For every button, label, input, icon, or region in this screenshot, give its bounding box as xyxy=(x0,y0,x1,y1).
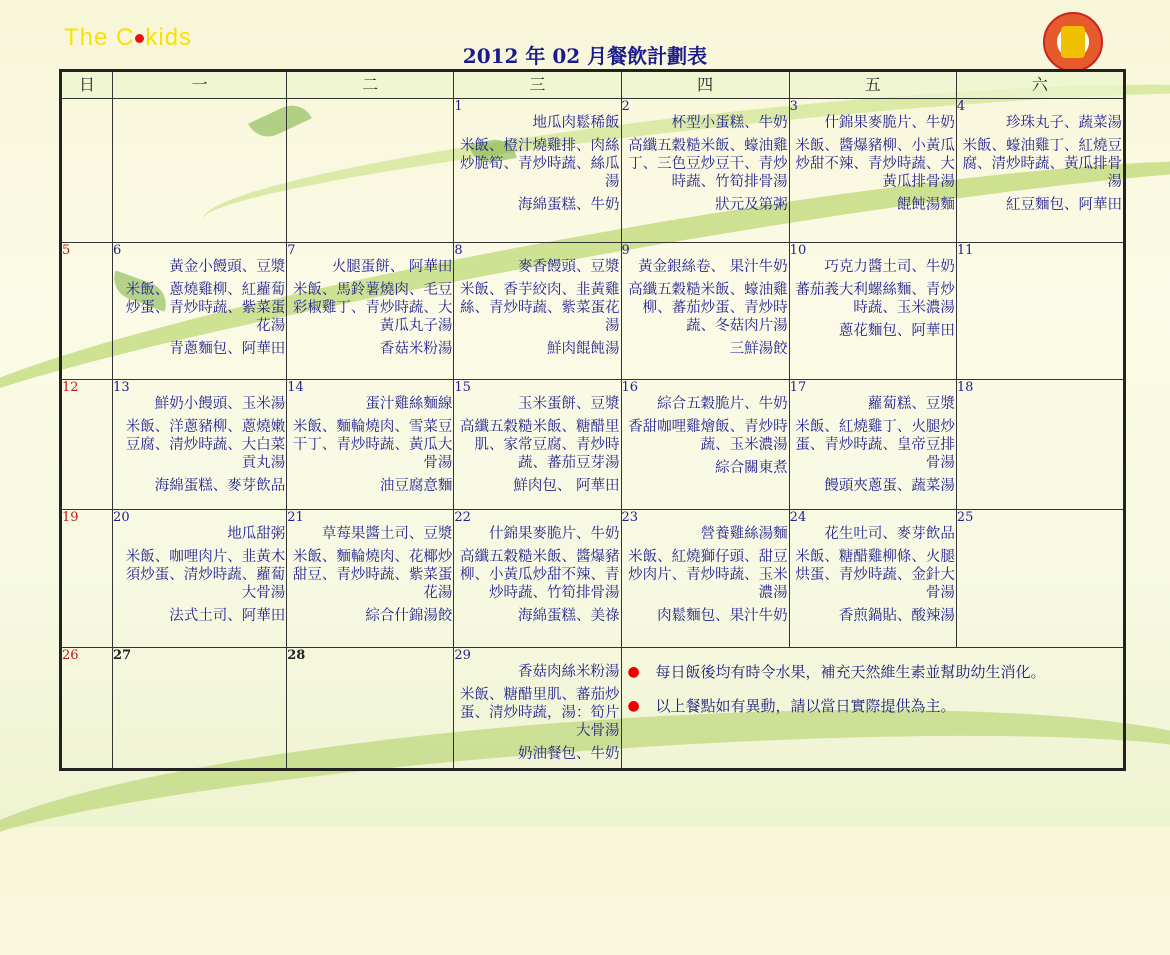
meal-item: 米飯、香芋絞肉、韭黃雞絲、青炒時蔬、紫菜蛋花湯 xyxy=(460,282,620,334)
meal-item: 高纖五穀糙米飯、醬爆豬柳、小黃瓜炒甜不辣、青炒時蔬、竹筍排骨湯 xyxy=(460,549,620,601)
meal-item: 鮮肉餛飩湯 xyxy=(547,341,620,357)
day-number: 5 xyxy=(62,243,71,258)
meal-item: 綜合什錦湯餃 xyxy=(365,608,453,624)
day-cell xyxy=(61,99,113,243)
day-number: 15 xyxy=(454,380,471,395)
day-cell xyxy=(956,510,1124,648)
day-number: 24 xyxy=(789,510,807,525)
day-cell xyxy=(454,380,621,510)
day-cell xyxy=(956,243,1124,380)
day-cell xyxy=(287,510,454,648)
meal-item: 蛋汁雞絲麵線 xyxy=(365,396,453,412)
day-cell xyxy=(61,380,113,510)
meal-item: 青蔥麵包、阿華田 xyxy=(169,341,286,357)
meal-item: 海綿蛋糕、牛奶 xyxy=(518,197,620,213)
day-number: 25 xyxy=(956,510,974,525)
meal-item: 米飯、醬爆豬柳、小黃瓜炒甜不辣、青炒時蔬、大黃瓜排骨湯 xyxy=(795,138,955,190)
day-cell xyxy=(789,99,956,243)
meal-item: 高纖五穀糙米飯、糖醋里肌、家常豆腐、青炒時蔬、蕃茄豆芽湯 xyxy=(460,419,620,471)
meal-item: 米飯、糖醋里肌、蕃茄炒蛋、清炒時蔬，湯：筍片大骨湯 xyxy=(460,687,620,739)
note-item xyxy=(628,696,1115,716)
day-number: 9 xyxy=(621,243,630,258)
meal-item: 黃金銀絲卷、 果汁牛奶 xyxy=(638,259,788,275)
day-cell xyxy=(956,380,1124,510)
meal-item: 米飯、咖哩肉片、韭黃木須炒蛋、清炒時蔬、蘿蔔大骨湯 xyxy=(125,549,286,601)
meal-item: 法式土司、阿華田 xyxy=(169,608,286,624)
notes-cell xyxy=(621,648,1124,770)
day-number: 12 xyxy=(62,380,79,395)
brand-logo: The C kids xyxy=(64,24,193,51)
week-row xyxy=(61,99,1125,243)
meal-calendar-table xyxy=(59,69,1126,771)
weekday-header-row xyxy=(61,71,1125,99)
day-number: 29 xyxy=(454,648,471,663)
day-cell xyxy=(61,648,113,770)
note-item xyxy=(628,662,1115,682)
meal-item: 奶油餐包、牛奶 xyxy=(518,746,620,762)
weekday-header: 四 xyxy=(621,71,789,99)
weekday-header: 日 xyxy=(61,71,113,99)
meal-item: 香菇米粉湯 xyxy=(379,341,453,357)
meal-item: 綜合關東煮 xyxy=(715,460,788,476)
meal-item: 米飯、紅燒獅仔頭、甜豆炒肉片、青炒時蔬、玉米濃湯 xyxy=(628,549,788,601)
meal-item: 地瓜肉鬆稀飯 xyxy=(532,115,620,131)
meal-item: 三鮮湯餃 xyxy=(729,341,788,357)
day-number: 17 xyxy=(789,380,807,395)
meal-item: 麥香饅頭、豆漿 xyxy=(518,259,620,275)
day-cell xyxy=(789,243,956,380)
day-cell xyxy=(287,243,454,380)
meal-item: 高纖五穀糙米飯、蠔油雞丁、三色豆炒豆干、青炒時蔬、竹筍排骨湯 xyxy=(628,138,788,190)
meal-item: 什錦果麥脆片、牛奶 xyxy=(824,115,955,131)
day-number: 18 xyxy=(956,380,974,395)
meal-item: 海綿蛋糕、麥芽飲品 xyxy=(154,478,286,494)
week-row xyxy=(61,380,1125,510)
meal-item: 米飯、紅燒雞丁、火腿炒蛋、青炒時蔬、皇帝豆排骨湯 xyxy=(795,419,955,471)
day-number: 16 xyxy=(621,380,639,395)
bullet-icon: ● xyxy=(627,664,640,680)
day-number: 1 xyxy=(454,99,463,114)
meal-item: 油豆腐意麵 xyxy=(379,478,453,494)
day-cell xyxy=(113,648,287,770)
meal-item: 營養雞絲湯麵 xyxy=(700,526,788,542)
meal-item: 什錦果麥脆片、牛奶 xyxy=(489,526,620,542)
week-row xyxy=(61,648,1125,770)
day-cell xyxy=(789,510,956,648)
day-cell xyxy=(621,510,789,648)
meal-item: 高纖五穀糙米飯、蠔油雞柳、蕃茄炒蛋、青炒時蔬、冬菇肉片湯 xyxy=(628,282,788,334)
meal-item: 地瓜甜粥 xyxy=(227,526,286,542)
meal-item: 米飯、蔥燒雞柳、紅蘿蔔炒蛋、青炒時蔬、紫菜蛋花湯 xyxy=(125,282,286,334)
day-cell xyxy=(113,243,287,380)
day-number: 27 xyxy=(113,648,132,663)
day-cell xyxy=(621,243,789,380)
note-text: 每日飯後均有時令水果，補充天然維生素並幫助幼生消化。 xyxy=(655,663,1046,681)
meal-item: 米飯、麵輪燒肉、花椰炒甜豆、青炒時蔬、紫菜蛋花湯 xyxy=(292,549,453,601)
meal-item: 米飯、橙汁燒雞排、肉絲炒脆筍、青炒時蔬、絲瓜湯 xyxy=(460,138,620,190)
meal-item: 綜合五穀脆片、牛奶 xyxy=(657,396,788,412)
day-cell xyxy=(61,510,113,648)
weekday-header: 二 xyxy=(287,71,454,99)
day-cell xyxy=(113,510,287,648)
day-number: 11 xyxy=(956,243,974,258)
bullet-icon: ● xyxy=(627,698,640,714)
day-number: 20 xyxy=(113,510,130,525)
meal-item: 火腿蛋餅、 阿華田 xyxy=(331,259,453,275)
meal-item: 鮮肉包、 阿華田 xyxy=(513,478,620,494)
day-number: 22 xyxy=(454,510,471,525)
day-number: 8 xyxy=(454,243,463,258)
meal-item: 香菇肉絲米粉湯 xyxy=(518,664,620,680)
day-cell xyxy=(287,380,454,510)
day-cell xyxy=(61,243,113,380)
meal-item: 草莓果醬土司、豆漿 xyxy=(321,526,453,542)
meal-item: 珍珠丸子、蔬菜湯 xyxy=(1006,115,1122,131)
meal-item: 花生吐司、麥芽飲品 xyxy=(824,526,955,542)
meal-item: 杯型小蛋糕、牛奶 xyxy=(671,115,788,131)
weekday-header: 五 xyxy=(789,71,956,99)
meal-item: 香煎鍋貼、酸辣湯 xyxy=(838,608,955,624)
meal-item: 玉米蛋餅、豆漿 xyxy=(518,396,620,412)
day-number: 7 xyxy=(287,243,296,258)
meal-item: 餛飩湯麵 xyxy=(896,197,955,213)
week-row xyxy=(61,243,1125,380)
weekday-header: 六 xyxy=(956,71,1124,99)
weekday-header: 一 xyxy=(113,71,287,99)
day-number: 26 xyxy=(62,648,79,663)
meal-item: 海綿蛋糕、美祿 xyxy=(518,608,620,624)
note-text: 以上餐點如有異動，請以當日實際提供為主。 xyxy=(655,697,956,715)
meal-item: 黃金小饅頭、豆漿 xyxy=(169,259,286,275)
meal-item: 紅豆麵包、阿華田 xyxy=(1006,197,1122,213)
day-number: 2 xyxy=(621,99,630,114)
day-cell xyxy=(454,648,621,770)
week-row xyxy=(61,510,1125,648)
day-cell xyxy=(454,99,621,243)
meal-item: 肉鬆麵包、果汁牛奶 xyxy=(657,608,788,624)
day-cell xyxy=(113,380,287,510)
day-number: 21 xyxy=(287,510,304,525)
day-cell xyxy=(454,243,621,380)
day-number: 28 xyxy=(287,648,306,663)
day-number: 19 xyxy=(62,510,79,525)
day-number: 23 xyxy=(621,510,639,525)
day-number: 13 xyxy=(113,380,130,395)
meal-item: 米飯、馬鈴薯燒肉、毛豆彩椒雞丁、青炒時蔬、大黃瓜丸子湯 xyxy=(292,282,453,334)
page-title: 2012 年 02 月餐飲計劃表 xyxy=(462,44,708,68)
meal-item: 饅頭夾蔥蛋、蔬菜湯 xyxy=(824,478,955,494)
day-number: 6 xyxy=(113,243,122,258)
day-cell xyxy=(287,99,454,243)
meal-item: 蔥花麵包、阿華田 xyxy=(838,323,955,339)
day-number: 4 xyxy=(956,99,966,114)
day-number: 14 xyxy=(287,380,304,395)
meal-item: 香甜咖哩雞燴飯、青炒時蔬、玉米濃湯 xyxy=(628,419,788,453)
day-number: 10 xyxy=(789,243,807,258)
day-cell xyxy=(956,99,1124,243)
day-cell xyxy=(287,648,454,770)
meal-item: 鮮奶小饅頭、玉米湯 xyxy=(154,396,286,412)
meal-item: 蘿蔔糕、豆漿 xyxy=(867,396,955,412)
meal-item: 米飯、洋蔥豬柳、蔥燒嫩豆腐、清炒時蔬、大白菜貢丸湯 xyxy=(125,419,286,471)
weekday-header: 三 xyxy=(454,71,621,99)
meal-item: 狀元及第粥 xyxy=(715,197,788,213)
day-cell xyxy=(454,510,621,648)
day-cell xyxy=(789,380,956,510)
day-cell xyxy=(113,99,287,243)
day-cell xyxy=(621,99,789,243)
meal-item: 米飯、蠔油雞丁、紅燒豆腐、清炒時蔬、黃瓜排骨湯 xyxy=(962,138,1122,190)
meal-item: 巧克力醬土司、牛奶 xyxy=(824,259,955,275)
day-cell xyxy=(621,380,789,510)
day-number: 3 xyxy=(789,99,798,114)
meal-item: 米飯、麵輪燒肉、雪菜豆干丁、青炒時蔬、黃瓜大骨湯 xyxy=(292,419,453,471)
meal-item: 蕃茄義大利螺絲麵、青炒時蔬、玉米濃湯 xyxy=(795,282,955,316)
meal-item: 米飯、糖醋雞柳條、火腿烘蛋、青炒時蔬、金針大骨湯 xyxy=(795,549,955,601)
